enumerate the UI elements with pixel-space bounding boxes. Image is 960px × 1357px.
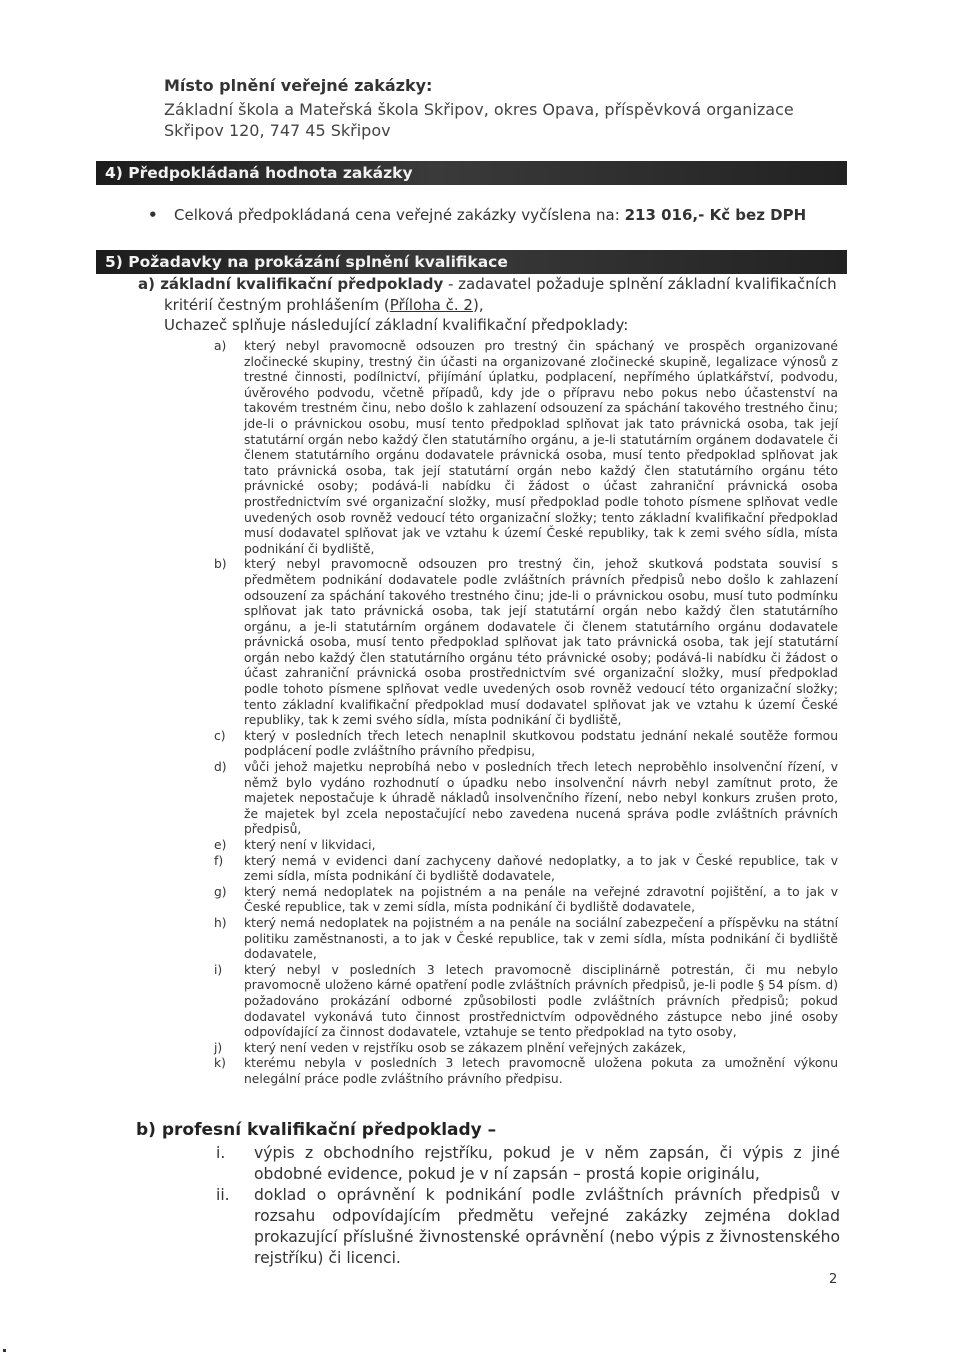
list-item bbox=[214, 838, 838, 854]
list-item-marker: b) bbox=[214, 557, 227, 572]
section-4-heading: 4) Předpokládaná hodnota zakázky bbox=[96, 161, 847, 185]
page-number: 2 bbox=[829, 1272, 838, 1287]
list-item bbox=[214, 1041, 838, 1057]
estimated-price-amount: 213 016,- Kč bez DPH bbox=[624, 206, 807, 224]
list-item bbox=[214, 729, 838, 760]
list-item-marker: j) bbox=[214, 1040, 223, 1055]
list-item-text: který nebyl pravomocně odsouzen pro trestný čin spáchaný ve prospěch organizované zločinecké skupiny, trestný čin účasti na organizované zločinecké skupině, legalizace výnosů z trestné činnosti, podílnictví, přijímání úplatku, podplacení, nepřímého úplatkářství, podvodu, úvěrového podvodu, včetně případů, kdy jde o přípravu nebo pokus nebo účastenství na takovém trestném činu, nebo došlo k zahlazení odsouzení za spáchání takového trestného činu; jde-li o právnickou osobu, musí tento předpoklad splňovat jak tato právnická osoba, tak její statutární orgán nebo každý člen statutárního orgánu, a je-li statutárním orgánem dodavatele či členem statutárního orgánu dodavatele právnická osoba, musí tento předpoklad splňovat jak tato právnická osoba, tak její statutární orgán nebo každý člen statutárního orgánu této právnické osoby; podává-li nabídku či žádost o účast zahraniční právnická osoba prostřednictvím své organizační složky, musí předpoklad podle tohoto písmene splňovat vedle uvedených osob rovněž vedoucí této organizační složky; tento základní kvalifikační předpoklad musí dodavatel splňovat jak ve vztahu k území České republiky, tak k zemi svého sídla, místa podnikání či bydliště, bbox=[244, 339, 838, 556]
list-item-marker: h) bbox=[214, 915, 227, 930]
list-item bbox=[214, 854, 838, 885]
list-item-text: který není v likvidaci, bbox=[244, 838, 376, 852]
list-item-marker: k) bbox=[214, 1056, 226, 1071]
list-item-marker: e) bbox=[214, 838, 227, 852]
list-item-text: kterému nebyla v posledních 3 letech pravomocně uložena pokuta za umožnění výkonu nelegální práce podle zvláštního právního předpisu. bbox=[244, 1056, 838, 1086]
list-item bbox=[214, 963, 838, 1041]
list-item-text: výpis z obchodního rejstříku, pokud je v něm zapsán, či výpis z jiné obdobné evidence, pokud je v ní zapsán – prostá kopie originálu, bbox=[254, 1144, 840, 1183]
list-item-text: vůči jehož majetku neprobíhá nebo v posledních třech letech neproběhlo insolvenční řízení, v němž bylo vydáno rozhodnutí o úpadku nebo insolvenční návrh nebyl zamítnut proto, že majetek nepostačuje k úhradě nákladů insolvenčního řízení, nebo nebyl konkurs zrušen proto, že majetek byl zcela nepostačující nebo zavedena nucená správa podle zvláštních právních předpisů, bbox=[244, 760, 838, 837]
place-title: Místo plnění veřejné zakázky: bbox=[164, 76, 433, 95]
place-address-line2: Skřipov 120, 747 45 Skřipov bbox=[164, 121, 391, 140]
list-item-text: který není veden v rejstříku osob se zákazem plnění veřejných zakázek, bbox=[244, 1040, 686, 1055]
list-item bbox=[216, 1185, 840, 1269]
list-item-text: který nebyl pravomocně odsouzen pro trestný čin, jehož skutková podstata souvisí s předmětem podnikání dodavatele podle zvláštních právních předpisů nebo došlo k zahlazení odsouzení za spáchání takového trestného činu; jde-li o právnickou osobu, musí tuto podmínku splňovat jak tato právnická osoba, tak její statutární orgán nebo každý člen statutárního orgánu, a je-li statutárním orgánem dodavatele či členem statutárního orgánu dodavatele právnická osoba, musí tento předpoklad splňovat jak tato právnická osoba, tak její statutární orgán nebo každý člen statutárního orgánu této právnické osoby; podává-li nabídku či žádost o účast zahraniční právnická osoba prostřednictvím své organizační složky, musí předpoklad podle tohoto písmene splňovat vedle uvedených osob rovněž vedoucí této organizační složky; tento základní kvalifikační předpoklad musí dodavatel splňovat jak ve vztahu k území České republiky, tak k zemi svého sídla, místa podnikání či bydliště, bbox=[244, 557, 838, 728]
list-item bbox=[214, 760, 838, 838]
list-item-marker: a) bbox=[214, 339, 227, 353]
list-item-marker: c) bbox=[214, 728, 226, 743]
list-item-text: který nemá v evidenci daní zachyceny daňové nedoplatky, a to jak v České republice, tak v zemi sídla, místa podnikání či bydliště dodavatele, bbox=[244, 853, 838, 884]
list-item bbox=[214, 1056, 838, 1087]
list-item-text: který nemá nedoplatek na pojistném a na penále na sociální zabezpečení a příspěvku na státní politiku zaměstnanosti, a to jak v České republice, tak v zemi sídla, místa podnikání či bydliště dodavatele, bbox=[244, 915, 838, 962]
basic-qualification-label: a) základní kvalifikační předpoklady bbox=[138, 275, 444, 293]
basic-qualification-text: - zadavatel požaduje splnění základní kvalifikačních bbox=[443, 275, 837, 293]
list-item bbox=[214, 339, 838, 557]
section-5-heading: 5) Požadavky na prokázání splnění kvalifikace bbox=[96, 250, 847, 274]
list-item-marker: i. bbox=[216, 1144, 226, 1162]
list-item-text: který nebyl v posledních 3 letech pravomocně disciplinárně potrestán, či mu nebylo pravomocně uloženo kárné opatření podle zvláštních právních předpisů, je-li podle § 54 písm. d) požadováno prokázání odborné způsobilosti podle zvláštních právních předpisů; pokud dodavatel vykonává tuto činnost prostřednictvím odpovědného zástupce nebo jiné osoby odpovídající za činnost dodavatele, vztahuje se tento předpoklad na tyto osoby, bbox=[244, 962, 838, 1040]
professional-qualification-heading: b) profesní kvalifikační předpoklady – bbox=[136, 1120, 497, 1140]
professional-requirements-list bbox=[216, 1143, 840, 1269]
basic-requirements-list bbox=[214, 339, 838, 1088]
place-address-line1: Základní škola a Mateřská škola Skřipov, okres Opava, příspěvková organizace bbox=[164, 100, 794, 119]
list-item bbox=[216, 1143, 840, 1185]
list-item-marker: d) bbox=[214, 760, 227, 775]
estimated-price-row bbox=[148, 206, 806, 224]
basic-qualification-line2 bbox=[164, 296, 484, 314]
list-item bbox=[214, 557, 838, 729]
list-item-marker: f) bbox=[214, 853, 224, 868]
list-item-text: který v posledních třech letech nenaplnil skutkovou podstatu jednání nekalé soutěže formou podplácení podle zvláštního právního předpisu, bbox=[244, 728, 838, 759]
basic-qualification-line2-suffix: ), bbox=[472, 296, 484, 314]
bullet: • bbox=[148, 206, 158, 224]
list-item bbox=[214, 885, 838, 916]
attachment-2-link[interactable]: Příloha č. 2 bbox=[389, 296, 473, 314]
requirements-intro: Uchazeč splňuje následující základní kvalifikační předpoklady: bbox=[164, 316, 629, 334]
basic-qualification-heading bbox=[138, 275, 837, 293]
list-item-text: který nemá nedoplatek na pojistném a na penále na veřejné zdravotní pojištění, a to jak v České republice, tak v zemi sídla, místa podnikání či bydliště dodavatele, bbox=[244, 884, 838, 915]
list-item-marker: i) bbox=[214, 962, 223, 977]
list-item-marker: ii. bbox=[216, 1186, 230, 1204]
list-item-marker: g) bbox=[214, 884, 227, 899]
scan-speck bbox=[3, 1349, 6, 1352]
basic-qualification-line2-text: kritérií čestným prohlášením ( bbox=[164, 296, 390, 314]
list-item-text: doklad o oprávnění k podnikání podle zvláštních právních předpisů v rozsahu odpovídajícím předmětu veřejné zakázky zejména doklad prokazující příslušné živnostenské oprávnění (nebo výpis z živnostenského rejstříku) či licenci. bbox=[254, 1186, 840, 1267]
estimated-price-text: Celková předpokládaná cena veřejné zakázky vyčíslena na: bbox=[174, 206, 625, 224]
list-item bbox=[214, 916, 838, 963]
